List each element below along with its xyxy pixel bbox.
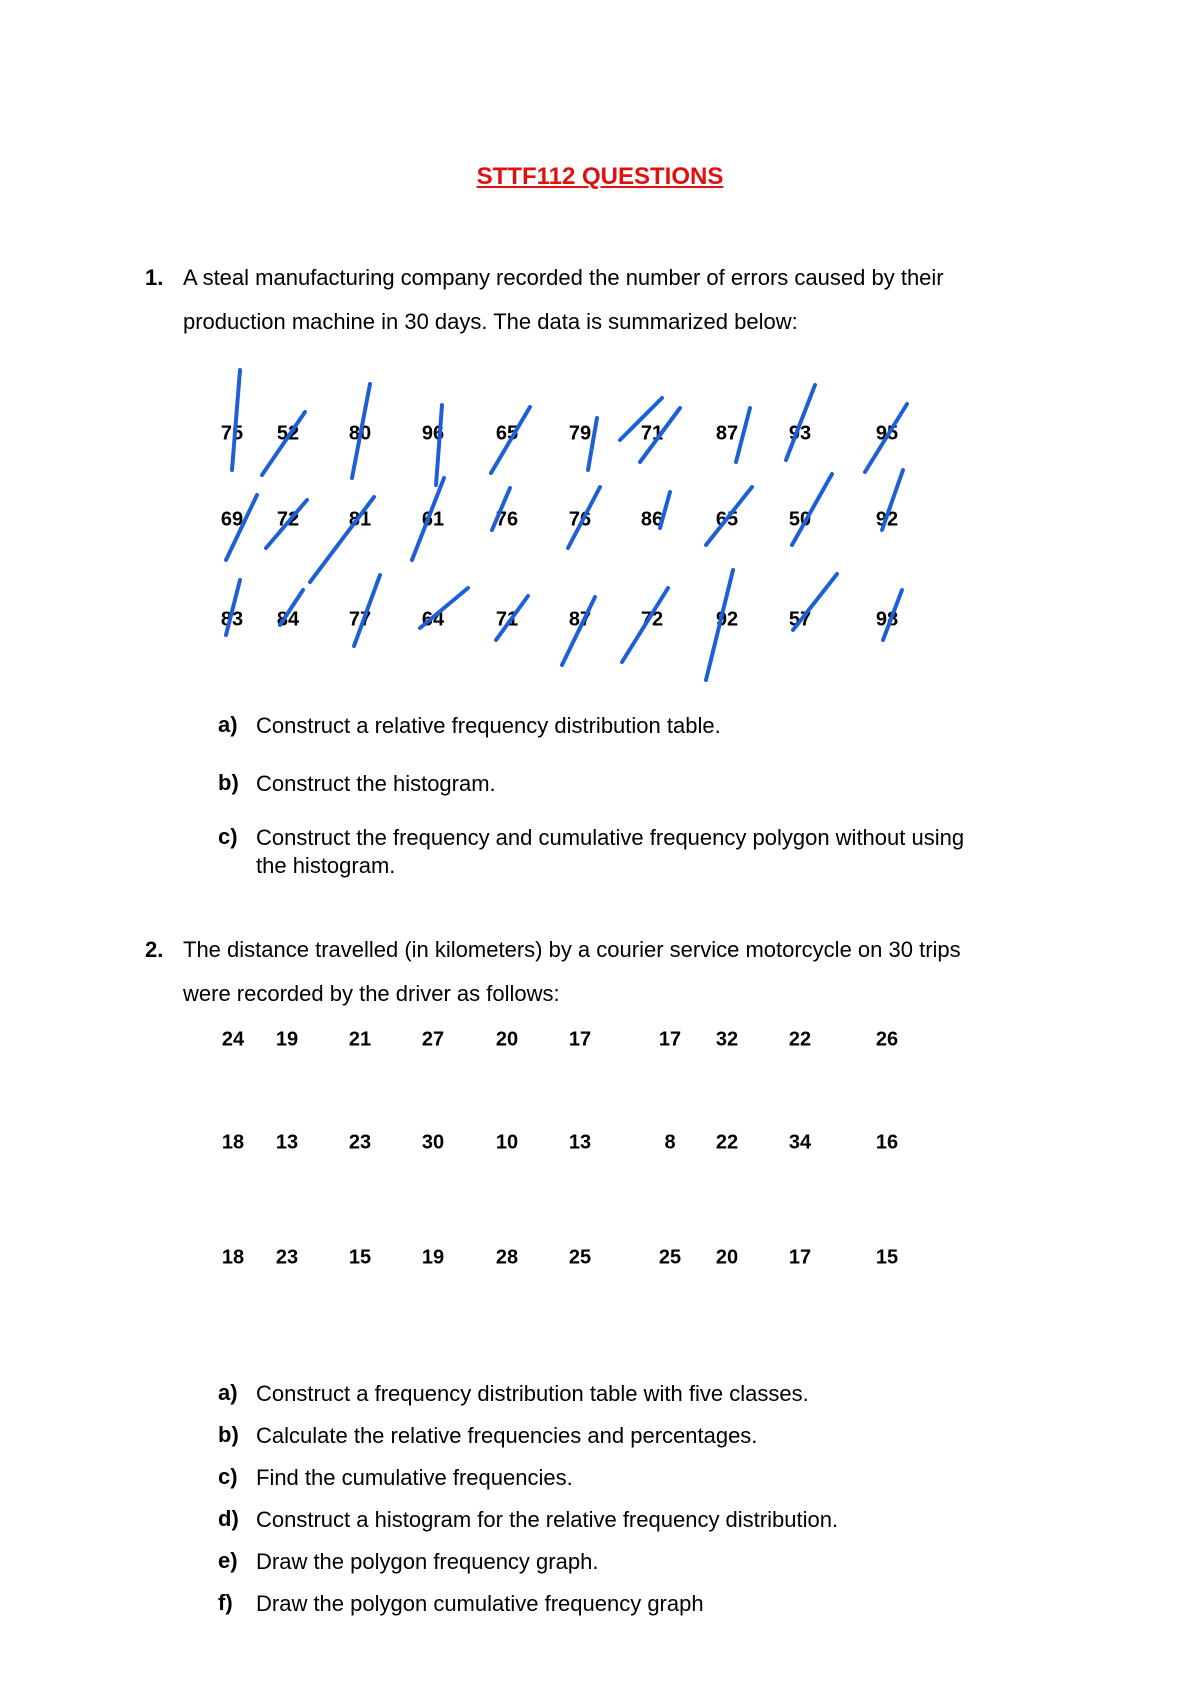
data-value: 20 — [495, 1028, 519, 1051]
data-value: 15 — [875, 1246, 899, 1269]
data-value: 96 — [421, 422, 445, 445]
data-value: 83 — [220, 608, 244, 631]
data-value: 80 — [348, 422, 372, 445]
data-value: 71 — [495, 608, 519, 631]
data-value: 76 — [568, 508, 592, 531]
question-1-text-line-1: A steal manufacturing company recorded the number of errors caused by their — [183, 265, 944, 290]
data-value: 23 — [348, 1131, 372, 1154]
part-text: Construct the histogram. — [256, 771, 496, 796]
data-value: 34 — [788, 1131, 812, 1154]
part-text-continued: the histogram. — [256, 853, 396, 878]
data-value: 87 — [715, 422, 739, 445]
data-value: 72 — [640, 608, 664, 631]
part-text: Construct a frequency distribution table with five classes. — [256, 1381, 809, 1406]
data-value: 86 — [640, 508, 664, 531]
part-text: Draw the polygon frequency graph. — [256, 1549, 599, 1574]
part-text: Draw the polygon cumulative frequency graph — [256, 1591, 704, 1616]
part-label: b) — [218, 770, 239, 795]
data-value: 72 — [276, 508, 300, 531]
part-text: Construct the frequency and cumulative frequency polygon without using — [256, 825, 965, 850]
data-value: 71 — [640, 422, 664, 445]
data-value: 75 — [220, 422, 244, 445]
data-value: 27 — [421, 1028, 445, 1051]
data-value: 20 — [715, 1246, 739, 1269]
part-label: f) — [218, 1590, 233, 1615]
data-value: 15 — [348, 1246, 372, 1269]
data-value: 65 — [715, 508, 739, 531]
question-2-part-c — [218, 1464, 1076, 1492]
data-value: 77 — [348, 608, 372, 631]
data-value: 69 — [220, 508, 244, 531]
part-text: Find the cumulative frequencies. — [256, 1465, 573, 1490]
part-label: b) — [218, 1422, 239, 1447]
data-value: 18 — [221, 1131, 245, 1154]
data-value: 21 — [348, 1028, 372, 1051]
part-label: c) — [218, 824, 238, 849]
part-text: Calculate the relative frequencies and percentages. — [256, 1423, 758, 1448]
data-value: 17 — [788, 1246, 812, 1269]
data-value: 30 — [421, 1131, 445, 1154]
data-value: 18 — [221, 1246, 245, 1269]
data-value: 81 — [348, 508, 372, 531]
data-value: 25 — [568, 1246, 592, 1269]
part-label: d) — [218, 1506, 239, 1531]
data-value: 13 — [568, 1131, 592, 1154]
data-value: 10 — [495, 1131, 519, 1154]
data-value: 50 — [788, 508, 812, 531]
data-value: 65 — [495, 422, 519, 445]
page-title: STTF112 QUESTIONS — [476, 163, 724, 190]
data-value: 87 — [568, 608, 592, 631]
data-value: 8 — [664, 1131, 676, 1154]
data-value: 17 — [568, 1028, 592, 1051]
question-2-text-line-2: were recorded by the driver as follows: — [183, 981, 560, 1006]
data-value: 19 — [421, 1246, 445, 1269]
part-label: a) — [218, 712, 238, 737]
part-text: Construct a relative frequency distribution table. — [256, 713, 721, 738]
data-value: 32 — [715, 1028, 739, 1051]
data-value: 61 — [421, 508, 445, 531]
question-1-number: 1. — [145, 265, 164, 290]
part-label: c) — [218, 1464, 238, 1489]
data-value: 57 — [788, 608, 812, 631]
data-value: 76 — [495, 508, 519, 531]
data-value: 28 — [495, 1246, 519, 1269]
data-value: 23 — [275, 1246, 299, 1269]
data-value: 26 — [875, 1028, 899, 1051]
question-2-part-e — [218, 1548, 1076, 1576]
data-value: 22 — [715, 1131, 739, 1154]
data-value: 16 — [875, 1131, 899, 1154]
question-2-number: 2. — [145, 937, 164, 962]
question-2-part-f — [218, 1590, 1076, 1618]
data-value: 93 — [788, 422, 812, 445]
data-value: 84 — [276, 608, 300, 631]
part-text: Construct a histogram for the relative frequency distribution. — [256, 1507, 839, 1532]
data-value: 17 — [658, 1028, 682, 1051]
data-value: 79 — [568, 422, 592, 445]
data-value: 13 — [275, 1131, 299, 1154]
data-value: 98 — [875, 608, 899, 631]
question-2-part-a — [218, 1380, 1076, 1408]
data-value: 25 — [658, 1246, 682, 1269]
part-label: a) — [218, 1380, 238, 1405]
data-value: 64 — [421, 608, 445, 631]
data-value: 24 — [221, 1028, 245, 1051]
data-value: 52 — [276, 422, 300, 445]
data-value: 95 — [875, 422, 899, 445]
question-2-part-d — [218, 1506, 1076, 1534]
question-2-text-line-1: The distance travelled (in kilometers) by a courier service motorcycle on 30 trips — [183, 937, 961, 962]
question-1-text-line-2: production machine in 30 days. The data is summarized below: — [183, 309, 798, 334]
part-label: e) — [218, 1548, 238, 1573]
question-2-part-b — [218, 1422, 1076, 1450]
data-value: 22 — [788, 1028, 812, 1051]
data-value: 92 — [715, 608, 739, 631]
data-value: 92 — [875, 508, 899, 531]
data-value: 19 — [275, 1028, 299, 1051]
